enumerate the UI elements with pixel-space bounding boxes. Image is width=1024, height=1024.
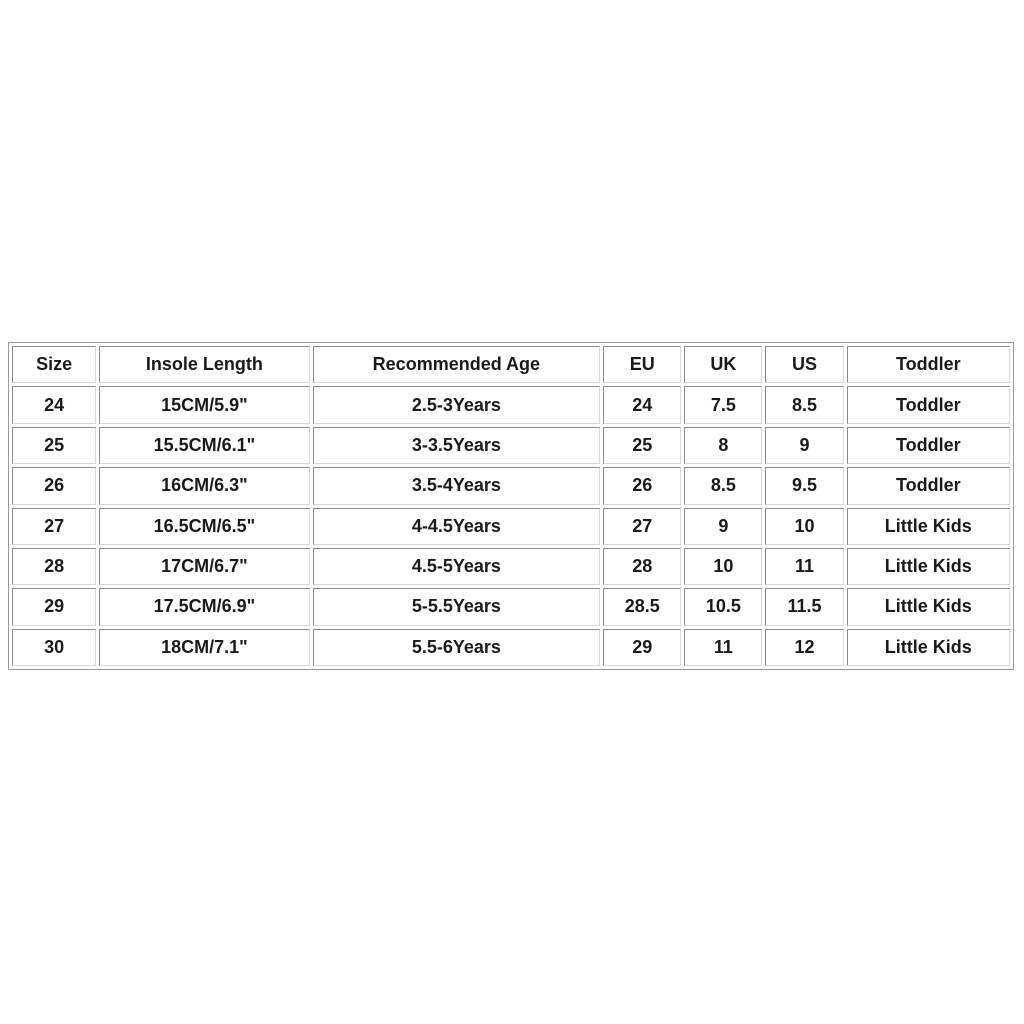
cell-size: 30 xyxy=(12,629,96,666)
cell-recommended-age: 3-3.5Years xyxy=(313,427,601,464)
header-cell-uk: UK xyxy=(684,346,762,383)
cell-us: 9.5 xyxy=(765,467,843,504)
header-cell-size: Size xyxy=(12,346,96,383)
header-cell-us: US xyxy=(765,346,843,383)
header-cell-recommended-age: Recommended Age xyxy=(313,346,601,383)
cell-uk: 7.5 xyxy=(684,386,762,423)
cell-eu: 27 xyxy=(603,508,681,545)
cell-category: Toddler xyxy=(847,467,1010,504)
header-cell-insole-length: Insole Length xyxy=(99,346,309,383)
header-cell-eu: EU xyxy=(603,346,681,383)
cell-us: 11 xyxy=(765,548,843,585)
cell-recommended-age: 3.5-4Years xyxy=(313,467,601,504)
cell-eu: 25 xyxy=(603,427,681,464)
cell-category: Little Kids xyxy=(847,548,1010,585)
cell-uk: 8 xyxy=(684,427,762,464)
cell-eu: 28 xyxy=(603,548,681,585)
cell-eu: 26 xyxy=(603,467,681,504)
cell-recommended-age: 4.5-5Years xyxy=(313,548,601,585)
cell-us: 12 xyxy=(765,629,843,666)
cell-eu: 29 xyxy=(603,629,681,666)
cell-recommended-age: 5.5-6Years xyxy=(313,629,601,666)
table-row xyxy=(12,588,1010,625)
cell-category: Toddler xyxy=(847,386,1010,423)
cell-uk: 8.5 xyxy=(684,467,762,504)
header-row xyxy=(12,346,1010,383)
table-row xyxy=(12,508,1010,545)
size-table-body xyxy=(12,346,1010,666)
cell-size: 29 xyxy=(12,588,96,625)
cell-insole-length: 16.5CM/6.5" xyxy=(99,508,309,545)
cell-us: 10 xyxy=(765,508,843,545)
cell-recommended-age: 5-5.5Years xyxy=(313,588,601,625)
cell-us: 11.5 xyxy=(765,588,843,625)
cell-eu: 28.5 xyxy=(603,588,681,625)
cell-eu: 24 xyxy=(603,386,681,423)
header-cell-category: Toddler xyxy=(847,346,1010,383)
cell-size: 24 xyxy=(12,386,96,423)
cell-category: Toddler xyxy=(847,427,1010,464)
cell-us: 9 xyxy=(765,427,843,464)
table-row xyxy=(12,386,1010,423)
cell-recommended-age: 2.5-3Years xyxy=(313,386,601,423)
cell-size: 26 xyxy=(12,467,96,504)
cell-category: Little Kids xyxy=(847,629,1010,666)
size-table xyxy=(9,343,1013,669)
cell-size: 25 xyxy=(12,427,96,464)
cell-recommended-age: 4-4.5Years xyxy=(313,508,601,545)
table-row xyxy=(12,467,1010,504)
cell-uk: 11 xyxy=(684,629,762,666)
cell-category: Little Kids xyxy=(847,508,1010,545)
cell-size: 28 xyxy=(12,548,96,585)
table-row xyxy=(12,548,1010,585)
cell-insole-length: 16CM/6.3" xyxy=(99,467,309,504)
cell-insole-length: 15CM/5.9" xyxy=(99,386,309,423)
cell-insole-length: 15.5CM/6.1" xyxy=(99,427,309,464)
cell-uk: 10.5 xyxy=(684,588,762,625)
cell-us: 8.5 xyxy=(765,386,843,423)
table-row xyxy=(12,427,1010,464)
cell-insole-length: 18CM/7.1" xyxy=(99,629,309,666)
cell-uk: 9 xyxy=(684,508,762,545)
cell-size: 27 xyxy=(12,508,96,545)
table-row xyxy=(12,629,1010,666)
cell-insole-length: 17.5CM/6.9" xyxy=(99,588,309,625)
cell-category: Little Kids xyxy=(847,588,1010,625)
cell-insole-length: 17CM/6.7" xyxy=(99,548,309,585)
cell-uk: 10 xyxy=(684,548,762,585)
size-chart xyxy=(8,342,1014,670)
